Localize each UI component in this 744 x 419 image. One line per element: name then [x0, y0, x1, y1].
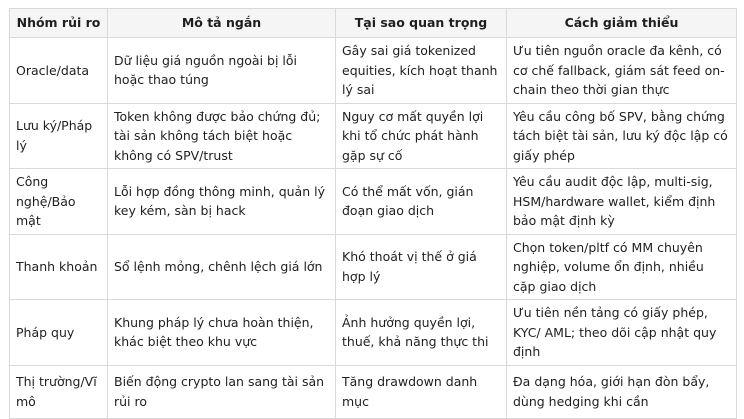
table-row: [10, 103, 737, 169]
table-row: [10, 169, 737, 235]
description-cell: Sổ lệnh mỏng, chênh lệch giá lớn: [108, 234, 336, 300]
description-cell: Khung pháp lý chưa hoàn thiện, khác biệt theo khu vực: [108, 300, 336, 366]
description-cell: Lỗi hợp đồng thông minh, quản lý key kém, sàn bị hack: [108, 169, 336, 235]
header-short-description: Mô tả ngắn: [108, 9, 336, 38]
mitigation-cell: Ưu tiên nguồn oracle đa kênh, có cơ chế fallback, giám sát feed on-chain theo thời gian thực: [507, 38, 737, 104]
mitigation-cell: Đa dạng hóa, giới hạn đòn bẩy, dùng hedging khi cần: [507, 365, 737, 418]
header-risk-group: Nhóm rủi ro: [10, 9, 108, 38]
mitigation-cell: Ưu tiên nền tảng có giấy phép, KYC/ AML; theo dõi cập nhật quy định: [507, 300, 737, 366]
importance-cell: Nguy cơ mất quyền lợi khi tổ chức phát hành gặp sự cố: [336, 103, 507, 169]
importance-cell: Có thể mất vốn, gián đoạn giao dịch: [336, 169, 507, 235]
risk-group-cell: Thị trường/Vĩ mô: [10, 365, 108, 418]
risk-group-cell: Oracle/data: [10, 38, 108, 104]
mitigation-cell: Chọn token/pltf có MM chuyên nghiệp, volume ổn định, nhiều cặp giao dịch: [507, 234, 737, 300]
table-row: [10, 234, 737, 300]
risk-group-cell: Lưu ký/Pháp lý: [10, 103, 108, 169]
risk-group-cell: Thanh khoản: [10, 234, 108, 300]
mitigation-cell: Yêu cầu công bố SPV, bằng chứng tách biệt tài sản, lưu ký độc lập có giấy phép: [507, 103, 737, 169]
risk-group-cell: Pháp quy: [10, 300, 108, 366]
table-row: [10, 38, 737, 104]
table-row: [10, 300, 737, 366]
table-header-row: [10, 9, 737, 38]
table-row: [10, 365, 737, 418]
header-why-important: Tại sao quan trọng: [336, 9, 507, 38]
risk-table: [9, 8, 737, 419]
importance-cell: Khó thoát vị thế ở giá hợp lý: [336, 234, 507, 300]
description-cell: Token không được bảo chứng đủ; tài sản không tách biệt hoặc không có SPV/trust: [108, 103, 336, 169]
importance-cell: Gây sai giá tokenized equities, kích hoạt thanh lý sai: [336, 38, 507, 104]
header-mitigation: Cách giảm thiểu: [507, 9, 737, 38]
description-cell: Biến động crypto lan sang tài sản rủi ro: [108, 365, 336, 418]
importance-cell: Ảnh hưởng quyền lợi, thuế, khả năng thực thi: [336, 300, 507, 366]
risk-group-cell: Công nghệ/Bảo mật: [10, 169, 108, 235]
description-cell: Dữ liệu giá nguồn ngoài bị lỗi hoặc thao túng: [108, 38, 336, 104]
mitigation-cell: Yêu cầu audit độc lập, multi-sig, HSM/hardware wallet, kiểm định bảo mật định kỳ: [507, 169, 737, 235]
importance-cell: Tăng drawdown danh mục: [336, 365, 507, 418]
